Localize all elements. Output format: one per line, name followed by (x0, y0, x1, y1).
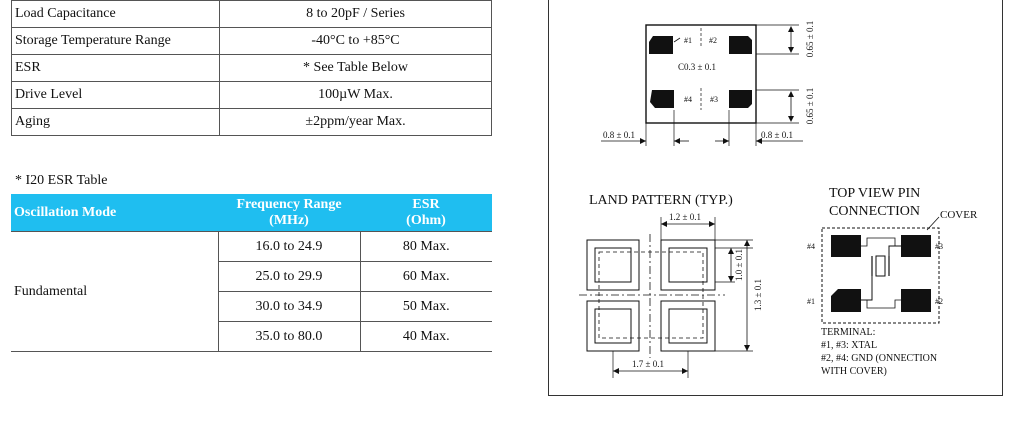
cover-label: COVER (940, 209, 978, 221)
arrow-head (661, 221, 667, 227)
land-pad-inner (595, 248, 631, 282)
pin-label: #3 (935, 242, 943, 251)
pad-2 (729, 36, 752, 54)
arrow-head (788, 91, 794, 97)
land-pattern (579, 193, 763, 378)
terminal-note: TERMINAL: (821, 327, 876, 338)
pad-3 (729, 90, 752, 108)
pin-connection-view (807, 186, 978, 377)
arrow-head (744, 345, 750, 351)
crystal-symbol (876, 256, 885, 276)
esr-cell: 40 Max. (360, 322, 492, 352)
arrow-head (788, 116, 794, 122)
arrow-head (788, 47, 794, 53)
spec-value: 100µW Max. (220, 82, 492, 109)
pad-1 (649, 36, 673, 54)
pin-label: #3 (710, 95, 718, 104)
dimension-label: 0.65 ± 0.1 (805, 20, 815, 58)
dimension-label: 0.65 ± 0.1 (805, 87, 815, 125)
pin2-pad (901, 289, 931, 312)
spec-row (12, 82, 492, 109)
xtal-wire (889, 246, 901, 256)
dimension-label: 0.8 ± 0.1 (603, 130, 635, 140)
spec-label: Load Capacitance (12, 1, 220, 28)
esr-cell: 50 Max. (360, 292, 492, 322)
header-mode-text: Oscillation Mode (14, 204, 117, 220)
spec-value: 8 to 20pF / Series (220, 1, 492, 28)
freq-cell: 16.0 to 24.9 (218, 232, 360, 262)
chamfer-dimension: C0.3 ± 0.1 (678, 62, 716, 72)
chamfer-leader (674, 38, 680, 42)
mode-cell: Fundamental (11, 232, 218, 352)
header-freq-line1: Frequency Range (236, 196, 342, 212)
arrow-head (723, 138, 729, 144)
arrow-head (788, 26, 794, 32)
freq-cell: 30.0 to 34.9 (218, 292, 360, 322)
spec-table (11, 0, 492, 136)
pin-connection-title: TOP VIEW PIN (829, 186, 921, 201)
spec-label: Drive Level (12, 82, 220, 109)
esr-table (11, 194, 492, 352)
header-esr-line1: ESR (412, 196, 440, 212)
dimension-label: 1.0 ± 0.1 (734, 249, 744, 281)
spec-label: Storage Temperature Range (12, 28, 220, 55)
pin4-pad (831, 235, 861, 257)
esr-table-title: * I20 ESR Table (15, 173, 108, 188)
dimension-label: 0.8 ± 0.1 (761, 130, 793, 140)
terminal-note: #2, #4: GND (ONNECTION (821, 353, 938, 364)
spec-label: ESR (12, 55, 220, 82)
land-pad-inner (669, 248, 707, 282)
pin-label: #2 (709, 36, 717, 45)
pin-label: #4 (807, 242, 815, 251)
dimension-label: 1.2 ± 0.1 (669, 212, 701, 222)
arrow-head (682, 368, 688, 374)
gnd-wire (867, 300, 901, 308)
land-pattern-title: LAND PATTERN (TYP.) (589, 193, 733, 208)
arrow-head (640, 138, 646, 144)
pin-label: #4 (684, 95, 692, 104)
dimension-label: 1.7 ± 0.1 (632, 359, 664, 369)
header-oscillation-mode (11, 194, 218, 232)
spec-value: -40°C to +85°C (220, 28, 492, 55)
spec-row (12, 1, 492, 28)
dimension-label: 1.3 ± 0.1 (753, 279, 763, 311)
pin-label: #2 (935, 297, 943, 306)
header-frequency-range (218, 194, 360, 232)
spec-value: ±2ppm/year Max. (220, 109, 492, 136)
header-freq-line2: (MHz) (269, 212, 309, 228)
spec-value: * See Table Below (220, 55, 492, 82)
pin-label: #1 (684, 36, 692, 45)
header-esr-line2: (Ohm) (406, 212, 446, 228)
spec-row (12, 55, 492, 82)
pin3-pad (901, 235, 931, 257)
arrow-head (709, 221, 715, 227)
terminal-note: #1, #3: XTAL (821, 340, 878, 351)
esr-cell: 80 Max. (360, 232, 492, 262)
pin1-pad (831, 289, 861, 312)
spec-row (12, 28, 492, 55)
freq-cell: 25.0 to 29.9 (218, 262, 360, 292)
spec-row (12, 109, 492, 136)
package-top-view (601, 21, 815, 146)
spec-label: Aging (12, 109, 220, 136)
mechanical-drawing-panel (548, 0, 1003, 396)
esr-cell: 60 Max. (360, 262, 492, 292)
arrow-head (744, 240, 750, 246)
table-row (11, 232, 492, 262)
pad-4 (650, 90, 674, 108)
esr-header-row (11, 194, 492, 232)
gnd-wire (861, 238, 895, 246)
mechanical-drawing (549, 0, 1004, 396)
header-esr (360, 194, 492, 232)
terminal-note: WITH COVER) (821, 366, 887, 377)
arrow-head (613, 368, 619, 374)
pin-label: #1 (807, 297, 815, 306)
freq-cell: 35.0 to 80.0 (218, 322, 360, 352)
arrow-head (674, 138, 680, 144)
xtal-wire (861, 276, 872, 300)
pin-connection-title: CONNECTION (829, 204, 920, 219)
